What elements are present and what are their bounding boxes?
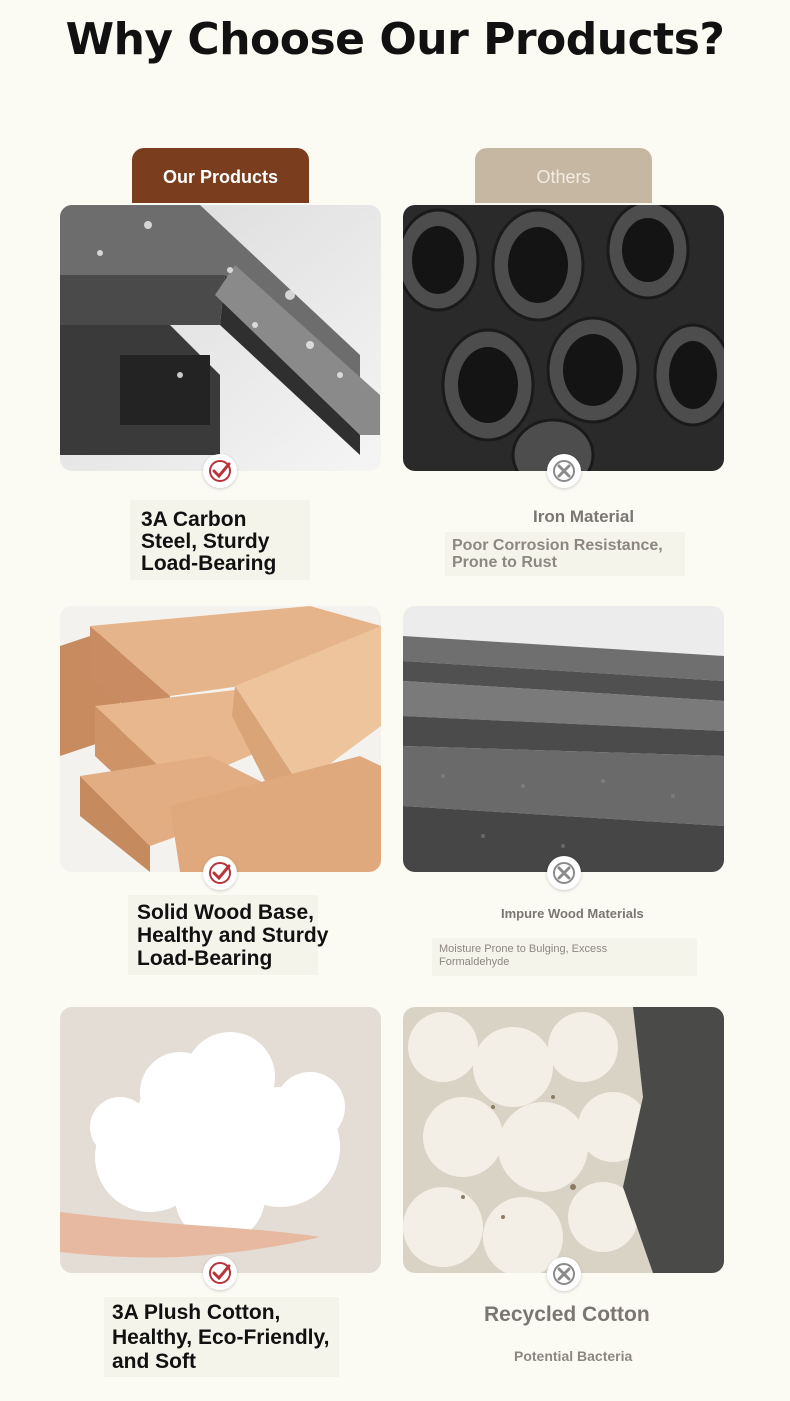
particle-board-image <box>403 606 724 872</box>
our-product-1-text: 3A Carbon Steel, Sturdy Load-Bearing <box>141 508 277 575</box>
page-title: Why Choose Our Products? <box>65 14 725 65</box>
other-product-3-title: Recycled Cotton <box>484 1303 650 1326</box>
solid-wood-image <box>60 606 381 872</box>
other-product-1-title: Iron Material <box>533 507 635 526</box>
steel-tube-image <box>60 205 381 471</box>
tab-our-products: Our Products <box>132 148 309 203</box>
check-badge <box>203 454 237 488</box>
cross-badge <box>547 856 581 890</box>
plush-cotton-image <box>60 1007 381 1273</box>
check-badge <box>203 1256 237 1290</box>
our-product-3-text: 3A Plush Cotton, Healthy, Eco-Friendly, and Soft <box>112 1301 330 1373</box>
tab-others: Others <box>475 148 652 203</box>
check-icon <box>207 1260 233 1286</box>
other-product-2-text: Moisture Prone to Bulging, Excess Formaldehyde <box>439 943 608 968</box>
check-icon <box>207 458 233 484</box>
other-product-2-title: Impure Wood Materials <box>501 906 644 921</box>
cross-icon <box>551 458 577 484</box>
check-badge <box>203 856 237 890</box>
cross-icon <box>551 1261 577 1287</box>
cross-badge <box>547 1257 581 1291</box>
our-product-2-text: Solid Wood Base, Healthy and Sturdy Load-Bearing <box>137 901 329 970</box>
check-icon <box>207 860 233 886</box>
cross-icon <box>551 860 577 886</box>
recycled-cotton-image <box>403 1007 724 1273</box>
other-product-1-text: Poor Corrosion Resistance, Prone to Rust <box>452 537 663 571</box>
cross-badge <box>547 454 581 488</box>
iron-pipe-image <box>403 205 724 471</box>
other-product-3-text: Potential Bacteria <box>514 1348 633 1364</box>
